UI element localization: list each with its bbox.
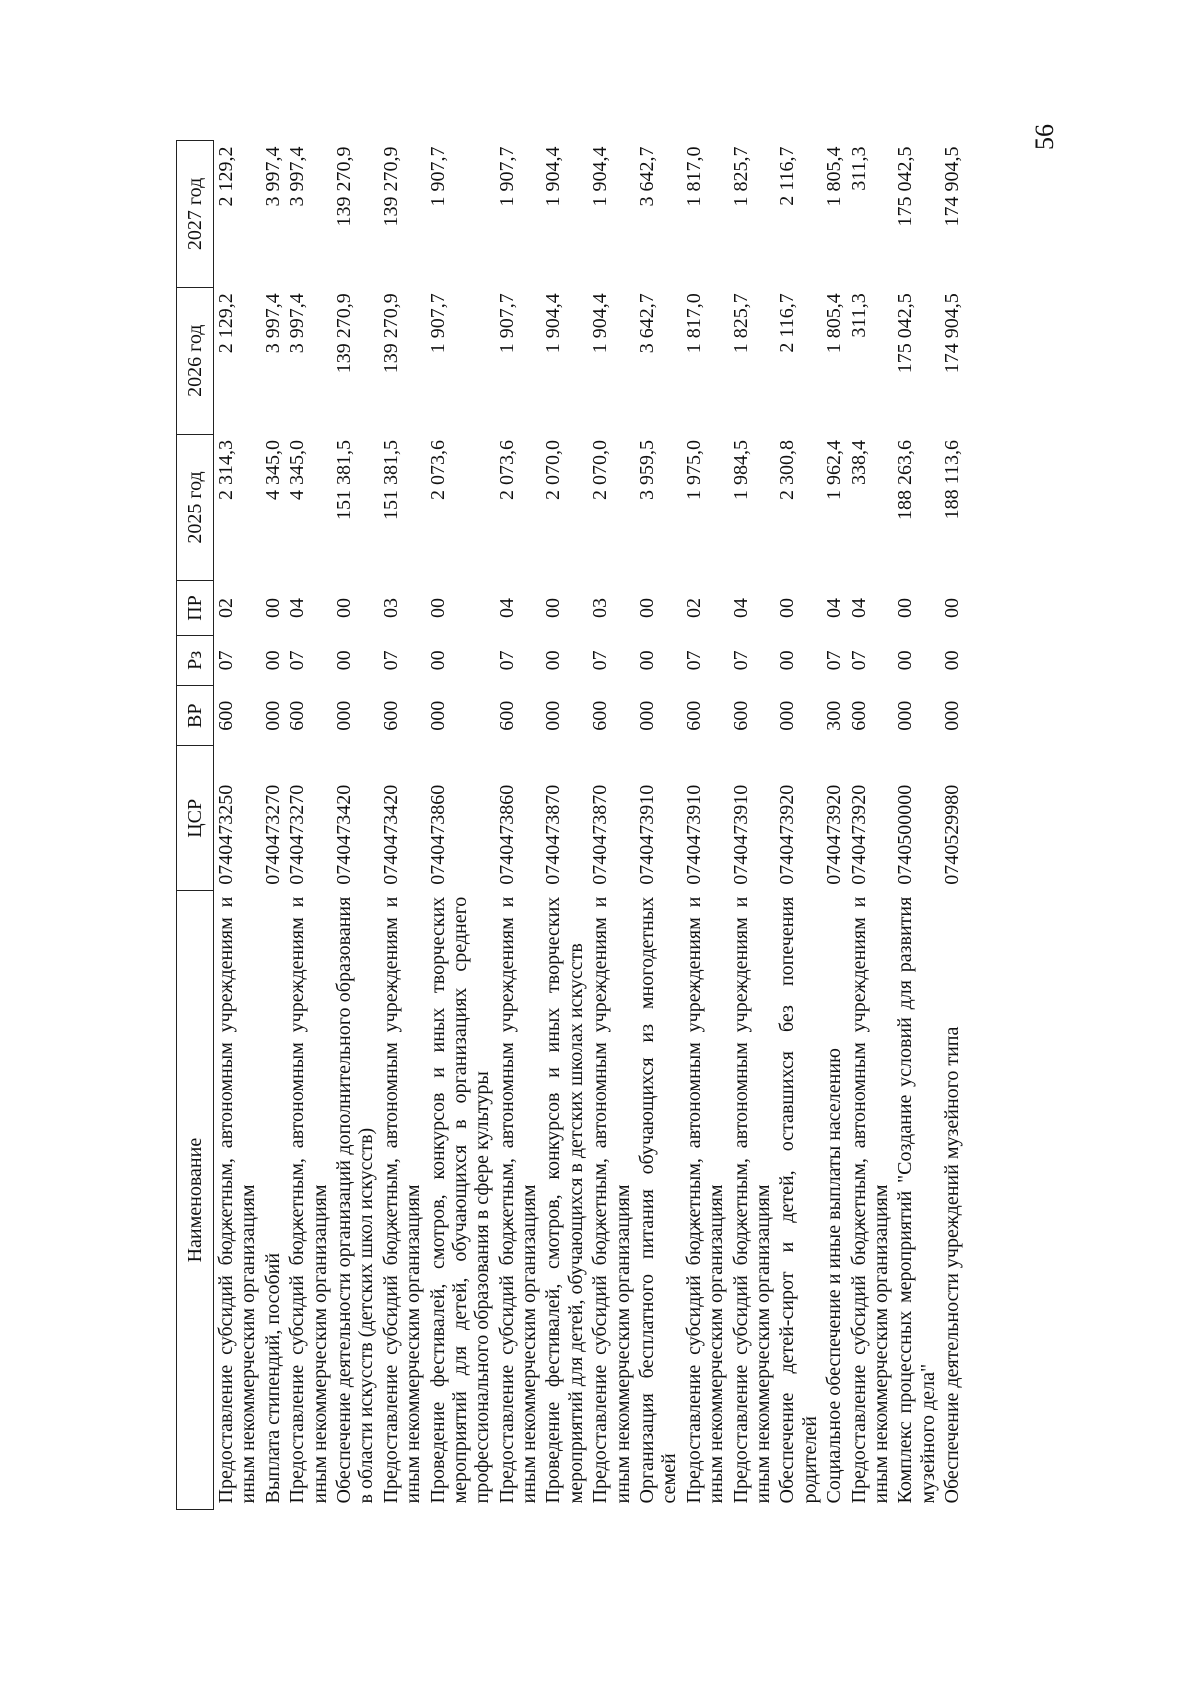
row-vr: 600 — [847, 700, 870, 731]
header-csr: ЦСР — [177, 746, 214, 891]
row-pr: 00 — [542, 597, 565, 618]
table-row — [261, 141, 285, 1510]
row-pr: 04 — [286, 597, 309, 618]
table-row — [379, 141, 426, 1510]
row-rz: 00 — [636, 650, 659, 671]
row-2027: 1 825,7 — [729, 146, 752, 207]
row-vr: 000 — [261, 700, 284, 731]
row-vr: 600 — [286, 700, 309, 731]
row-csr: 0740473250 — [215, 784, 237, 885]
header-rz: Рз — [177, 635, 214, 685]
row-2025: 2 300,8 — [776, 440, 799, 501]
table-row — [775, 141, 822, 1510]
row-vr: 600 — [379, 700, 402, 731]
row-vr: 000 — [542, 700, 565, 731]
row-vr: 000 — [776, 700, 799, 731]
row-2026: 1 907,7 — [426, 293, 449, 354]
table-row — [285, 141, 332, 1510]
row-2027: 1 907,7 — [426, 146, 449, 207]
row-name: Предоставление субсидий бюджетным, автономным учреждениям и иным некоммерческим организациям — [286, 896, 331, 1504]
table-row — [495, 141, 542, 1510]
row-pr: 04 — [823, 597, 846, 618]
row-pr: 02 — [215, 597, 237, 618]
row-pr: 04 — [847, 597, 870, 618]
row-name: Комплекс процессных мероприятий "Создание условий для развития музейного дела" — [894, 896, 939, 1504]
row-2025: 151 381,5 — [332, 440, 355, 521]
row-2026: 1 805,4 — [823, 293, 846, 354]
row-2025: 4 345,0 — [286, 440, 309, 501]
row-rz: 00 — [261, 650, 284, 671]
row-2025: 2 070,0 — [589, 440, 612, 501]
row-2025: 3 959,5 — [636, 440, 659, 501]
row-pr: 00 — [941, 597, 964, 618]
row-2025: 2 070,0 — [542, 440, 565, 501]
row-name: Выплата стипендий, пособий — [261, 1252, 284, 1504]
row-pr: 00 — [894, 597, 917, 618]
row-csr: 0740473860 — [495, 784, 518, 885]
row-2026: 139 270,9 — [332, 293, 355, 374]
row-2027: 1 904,4 — [589, 146, 612, 207]
row-rz: 07 — [823, 650, 846, 671]
row-pr: 04 — [495, 597, 518, 618]
row-2026: 174 904,5 — [941, 293, 964, 374]
row-rz: 07 — [729, 650, 752, 671]
table-body — [214, 141, 965, 1510]
row-csr: 0740473870 — [542, 784, 565, 885]
row-2026: 1 907,7 — [495, 293, 518, 354]
row-2025: 2 073,6 — [495, 440, 518, 501]
row-2027: 1 805,4 — [823, 146, 846, 207]
row-2027: 311,3 — [847, 146, 870, 191]
row-2026: 3 997,4 — [286, 293, 309, 354]
row-rz: 00 — [426, 650, 449, 671]
row-csr: 0740500000 — [894, 784, 917, 885]
row-2025: 338,4 — [847, 440, 870, 486]
table-row — [426, 141, 495, 1510]
row-rz: 07 — [379, 650, 402, 671]
row-vr: 000 — [941, 700, 964, 731]
row-2027: 139 270,9 — [332, 146, 355, 227]
row-vr: 600 — [589, 700, 612, 731]
row-2025: 188 263,6 — [894, 440, 917, 521]
row-2025: 4 345,0 — [261, 440, 284, 501]
row-2025: 1 984,5 — [729, 440, 752, 501]
row-2027: 3 997,4 — [286, 146, 309, 207]
row-csr: 0740473920 — [776, 784, 799, 885]
row-csr: 0740473870 — [589, 784, 612, 885]
row-2026: 1 904,4 — [589, 293, 612, 354]
row-vr: 000 — [636, 700, 659, 731]
row-name: Обеспечение деятельности организаций дополнительного образования в области искусств (детских школ искусств) — [332, 896, 378, 1504]
rotated-table-wrapper — [176, 140, 1056, 1510]
row-2026: 2 129,2 — [215, 293, 237, 354]
row-rz: 00 — [332, 650, 355, 671]
row-2027: 175 042,5 — [894, 146, 917, 227]
row-2026: 1 817,0 — [682, 293, 705, 354]
row-rz: 00 — [894, 650, 917, 671]
row-csr: 0740473860 — [426, 784, 449, 885]
row-2027: 3 997,4 — [261, 146, 284, 207]
row-name: Предоставление субсидий бюджетным, автономным учреждениям и иным некоммерческим организациям — [729, 896, 774, 1504]
row-2027: 3 642,7 — [636, 146, 659, 207]
row-pr: 03 — [379, 597, 402, 618]
row-name: Проведение фестивалей, смотров, конкурсов и иных творческих мероприятий для детей, обучающихся в организациях среднего профессионального образования в сфере культуры — [426, 896, 494, 1504]
table-row — [541, 141, 588, 1510]
page-number: 56 — [1030, 124, 1059, 150]
row-name: Предоставление субсидий бюджетным, автономным учреждениям и иным некоммерческим организациям — [682, 896, 728, 1504]
row-csr: 0740473920 — [823, 784, 846, 885]
row-rz: 00 — [776, 650, 799, 671]
table-row — [214, 141, 261, 1510]
row-pr: 00 — [776, 597, 799, 618]
row-pr: 03 — [589, 597, 612, 618]
budget-table — [176, 140, 965, 1510]
row-vr: 000 — [426, 700, 449, 731]
row-pr: 02 — [682, 597, 705, 618]
row-2026: 1 825,7 — [729, 293, 752, 354]
row-pr: 04 — [729, 597, 752, 618]
row-csr: 0740473920 — [847, 784, 870, 885]
row-rz: 07 — [286, 650, 309, 671]
row-vr: 300 — [823, 700, 846, 731]
table-header-row — [177, 141, 214, 1510]
row-csr: 0740529980 — [941, 784, 964, 885]
row-vr: 000 — [332, 700, 355, 731]
table-row — [822, 141, 846, 1510]
row-name: Обеспечение детей-сирот и детей, оставшихся без попечения родителей — [776, 896, 821, 1504]
row-csr: 0740473420 — [379, 784, 402, 885]
row-2026: 1 904,4 — [542, 293, 565, 354]
header-vr: ВР — [177, 685, 214, 746]
row-name: Обеспечение деятельности учреждений музейного типа — [941, 1026, 964, 1504]
row-name: Предоставление субсидий бюджетным, автономным учреждениям и иным некоммерческим организациям — [215, 896, 260, 1504]
row-csr: 0740473270 — [286, 784, 309, 885]
row-rz: 00 — [542, 650, 565, 671]
table-row — [635, 141, 682, 1510]
header-2025: 2025 год — [177, 434, 214, 581]
row-name: Предоставление субсидий бюджетным, автономным учреждениям и иным некоммерческим организациям — [589, 896, 634, 1504]
table-row — [332, 141, 379, 1510]
header-name: Наименование — [177, 891, 214, 1510]
row-pr: 00 — [426, 597, 449, 618]
header-pr: ПР — [177, 581, 214, 635]
row-rz: 07 — [847, 650, 870, 671]
row-name: Организация бесплатного питания обучающихся из многодетных семей — [636, 896, 681, 1504]
row-csr: 0740473270 — [261, 784, 284, 885]
row-2026: 311,3 — [847, 293, 870, 338]
row-2027: 1 904,4 — [542, 146, 565, 207]
table-row — [682, 141, 729, 1510]
row-pr: 00 — [636, 597, 659, 618]
table-row — [893, 141, 940, 1510]
row-2025: 151 381,5 — [379, 440, 402, 521]
row-rz: 07 — [682, 650, 705, 671]
row-rz: 07 — [589, 650, 612, 671]
row-2026: 3 997,4 — [261, 293, 284, 354]
table-row — [729, 141, 776, 1510]
row-name: Предоставление субсидий бюджетным, автономным учреждениям и иным некоммерческим организациям — [495, 896, 541, 1504]
table-row — [847, 141, 894, 1510]
row-2025: 2 073,6 — [426, 440, 449, 501]
row-csr: 0740473420 — [332, 784, 355, 885]
row-2027: 1 817,0 — [682, 146, 705, 207]
row-pr: 00 — [332, 597, 355, 618]
row-vr: 600 — [215, 700, 237, 731]
row-2027: 2 116,7 — [776, 146, 799, 206]
row-2025: 2 314,3 — [215, 440, 237, 501]
header-2026: 2026 год — [177, 287, 214, 434]
row-pr: 00 — [261, 597, 284, 618]
row-csr: 0740473910 — [636, 784, 659, 885]
row-2026: 2 116,7 — [776, 293, 799, 353]
row-name: Предоставление субсидий бюджетным, автономным учреждениям и иным некоммерческим организациям — [847, 896, 892, 1504]
table-row — [940, 141, 964, 1510]
row-vr: 000 — [894, 700, 917, 731]
row-name: Предоставление субсидий бюджетным, автономным учреждениям и иным некоммерческим организациям — [379, 896, 425, 1504]
row-2027: 174 904,5 — [941, 146, 964, 227]
row-2026: 3 642,7 — [636, 293, 659, 354]
row-csr: 0740473910 — [729, 784, 752, 885]
row-vr: 600 — [729, 700, 752, 731]
row-name: Проведение фестивалей, смотров, конкурсов и иных творческих мероприятий для детей, обучающихся в детских школах искусств — [542, 896, 587, 1504]
row-rz: 00 — [941, 650, 964, 671]
row-2026: 175 042,5 — [894, 293, 917, 374]
row-vr: 600 — [682, 700, 705, 731]
table-row — [588, 141, 635, 1510]
row-2025: 188 113,6 — [941, 440, 964, 520]
row-rz: 07 — [495, 650, 518, 671]
row-2027: 139 270,9 — [379, 146, 402, 227]
row-vr: 600 — [495, 700, 518, 731]
row-2027: 2 129,2 — [215, 146, 237, 207]
row-2025: 1 962,4 — [823, 440, 846, 501]
header-2027: 2027 год — [177, 141, 214, 288]
row-name: Социальное обеспечение и иные выплаты населению — [823, 1048, 846, 1504]
row-csr: 0740473910 — [682, 784, 705, 885]
row-2026: 139 270,9 — [379, 293, 402, 374]
row-rz: 07 — [215, 650, 237, 671]
row-2025: 1 975,0 — [682, 440, 705, 501]
row-2027: 1 907,7 — [495, 146, 518, 207]
